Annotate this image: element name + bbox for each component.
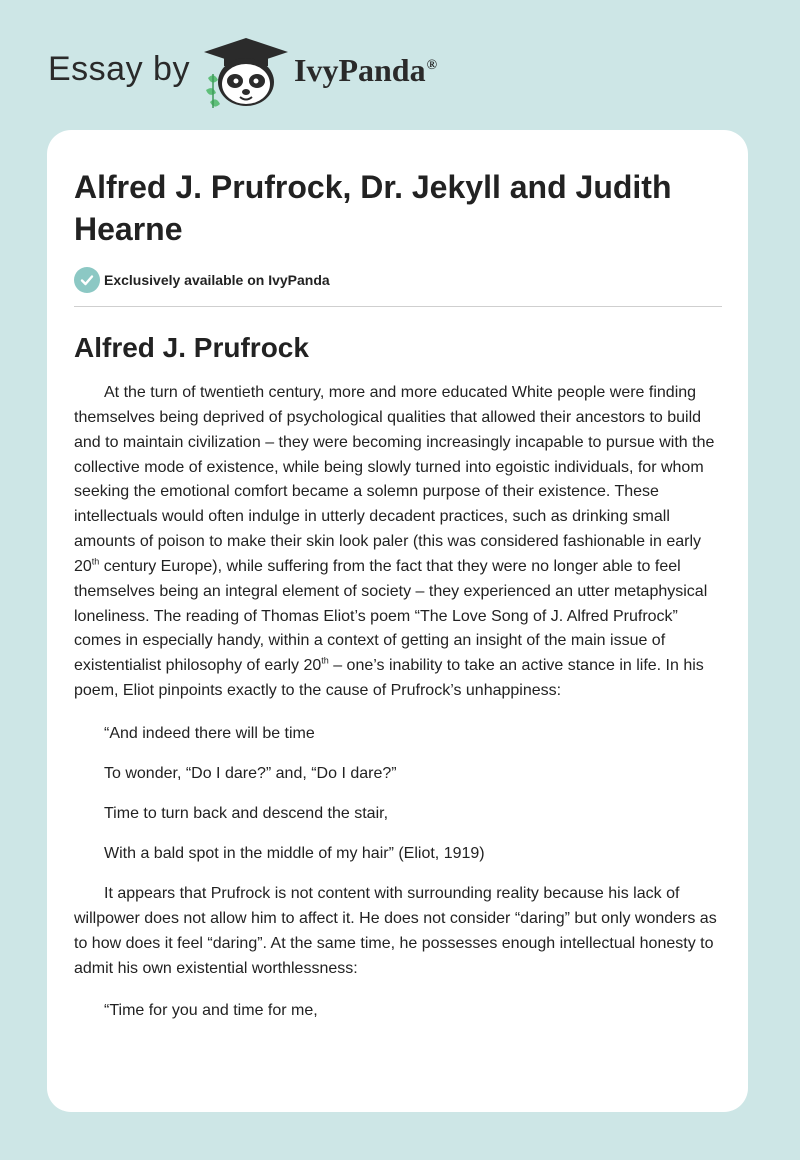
- section-title: Alfred J. Prufrock: [74, 332, 309, 363]
- divider: [74, 306, 722, 307]
- superscript: th: [91, 556, 100, 567]
- superscript: th: [321, 655, 329, 666]
- registered-mark: ®: [426, 58, 438, 74]
- quote-line: “Time for you and time for me,: [104, 1002, 318, 1020]
- paragraph-text: At the turn of twentieth century, more and more educated White people were finding themselves being deprived of psychological qualities that allowed their ancestors to build and to maintain civilization – they were becoming increasingly incapable to pursue with the collective mode of existence, while being slowly turned into egoistic individuals, for whom seeking the emotional comfort became a solemn purpose of their existence. These intellectuals would often indulge in utterly decadent practices, such as drinking small amounts of poison to make their skin look paler (this was considered fashionable in early 20: [74, 384, 715, 575]
- brand-prefix: Essay by: [48, 50, 190, 88]
- brand-name-text: IvyPanda: [294, 52, 426, 88]
- paragraph: [74, 381, 722, 704]
- quote-line: Time to turn back and descend the stair,: [104, 804, 389, 822]
- paragraph-text: century Europe), while suffering from the fact that they were no longer able to feel themselves being an integral element of society – they experienced an utter metaphysical loneliness. The reading of Thomas Eliot’s poem “The Love Song of J. Alfred Prufrock” comes in especially handy, within a context of getting an insight of the main issue of existentialist philosophy of early 20: [74, 557, 708, 675]
- exclusive-badge: [74, 266, 722, 294]
- site-header: [0, 0, 800, 120]
- quote-line: “And indeed there will be time: [104, 724, 315, 742]
- essay-title: Alfred J. Prufrock, Dr. Jekyll and Judith Hearne: [74, 169, 672, 247]
- exclusive-badge-text: Exclusively available on IvyPanda: [104, 272, 330, 288]
- paragraph-text: – one’s inability to take an active stance in life. In his poem, Eliot pinpoints exactly to the cause of Prufrock’s unhappiness:: [74, 657, 704, 700]
- quote-line: With a bald spot in the middle of my hair” (Eliot, 1919): [104, 844, 485, 862]
- check-circle-icon: [74, 267, 100, 293]
- brand-name[interactable]: [294, 52, 437, 89]
- paragraph: It appears that Prufrock is not content with surrounding reality because his lack of willpower does not allow him to affect it. He does not consider “daring” but only wonders as to how does it feel “daring”. At the same time, he possesses enough intellectual honesty to admit his own existential worthlessness:: [74, 884, 717, 977]
- quote-line: To wonder, “Do I dare?” and, “Do I dare?”: [104, 764, 397, 782]
- essay-content: [74, 166, 722, 1023]
- essay-card: [47, 130, 748, 1112]
- panda-logo-icon[interactable]: [200, 34, 292, 110]
